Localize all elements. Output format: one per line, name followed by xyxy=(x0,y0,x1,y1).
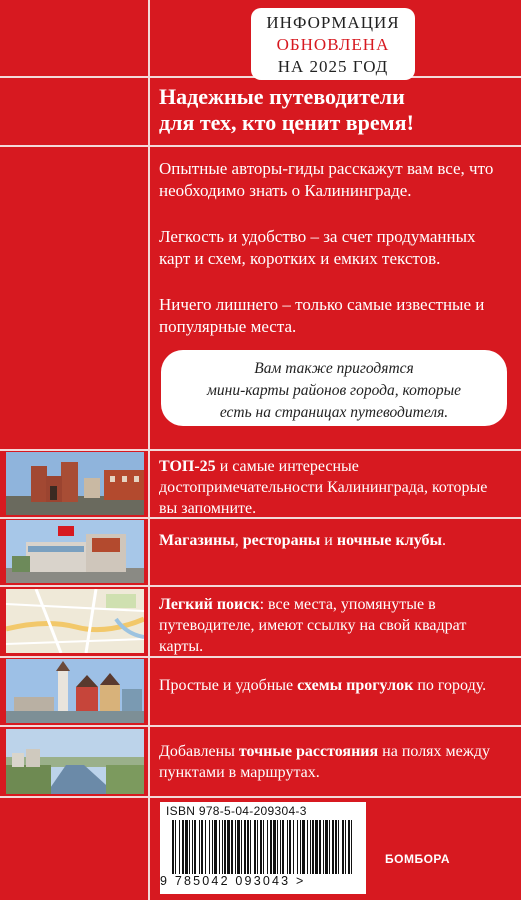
feature-distances xyxy=(159,741,509,783)
feature-search-bold: Легкий поиск xyxy=(159,596,260,613)
feature-walks-text: по городу. xyxy=(413,677,487,694)
feature-walks xyxy=(159,675,509,696)
feature-walks-bold: схемы прогулок xyxy=(297,677,414,694)
photo-shopping-mall xyxy=(6,520,144,583)
feature-search xyxy=(159,594,509,657)
photo-river-view xyxy=(6,729,144,794)
divider xyxy=(0,725,521,727)
isbn-digits: 9 785042 093043 > xyxy=(160,874,306,888)
feature-top25-bold: ТОП-25 xyxy=(159,458,216,475)
feature-distances-pre: Добавлены xyxy=(159,743,239,760)
essentials-paragraph: Ничего лишнего – только самые известные и популярные места. xyxy=(159,295,485,336)
update-badge xyxy=(251,8,415,80)
barcode-image xyxy=(170,820,356,874)
feature-search-text: : все места, упомянутые в путеводителе, имеют ссылку на свой квадрат карты. xyxy=(159,596,467,655)
headline-line-2: для тех, кто ценит время! xyxy=(159,110,414,135)
feature-top25-text: и самые интересные достопримечательности Калининграда, которые вы запомните. xyxy=(159,458,488,517)
note-line-2: мини-карты районов города, которые xyxy=(207,382,461,399)
feature-shops xyxy=(159,530,509,551)
feature-shops-sep: , xyxy=(234,532,243,549)
note-line-1: Вам также пригодятся xyxy=(254,360,414,377)
badge-line-3: НА 2025 ГОД xyxy=(277,57,389,76)
feature-restaurants-bold: рестораны xyxy=(242,532,321,549)
divider xyxy=(0,796,521,798)
convenience-paragraph: Легкость и удобство – за счет продуманных карт и схем, коротких и емких текстов. xyxy=(159,227,476,268)
feature-top25 xyxy=(159,456,509,519)
feature-clubs-bold: ночные клубы xyxy=(336,532,442,549)
divider xyxy=(0,145,521,147)
minimap-note xyxy=(161,350,507,426)
intro-paragraph: Опытные авторы-гиды расскажут вам все, что необходимо знать о Калининграде. xyxy=(159,159,494,200)
city-map-image xyxy=(6,589,144,653)
headline-line-1: Надежные путеводители xyxy=(159,84,405,109)
badge-line-2: ОБНОВЛЕНА xyxy=(276,35,390,54)
photo-fishing-village xyxy=(6,659,144,723)
feature-shops-and: и xyxy=(320,532,337,549)
feature-distances-bold: точные расстояния xyxy=(238,743,379,760)
headline xyxy=(159,84,519,136)
divider xyxy=(0,449,521,451)
feature-walks-pre: Простые и удобные xyxy=(159,677,298,694)
divider xyxy=(0,585,521,587)
badge-line-1: ИНФОРМАЦИЯ xyxy=(266,13,400,32)
isbn-label: ISBN 978-5-04-209304-3 xyxy=(166,804,307,818)
photo-gate-tower xyxy=(6,452,144,515)
feature-shops-bold: Магазины xyxy=(159,532,235,549)
feature-shops-end: . xyxy=(441,532,446,549)
note-line-3: есть на страницах путеводителя. xyxy=(219,404,449,421)
publisher-logo: БОМБОРА xyxy=(385,852,451,866)
isbn-barcode-box xyxy=(160,802,366,894)
feature-distances-text: на полях между пунктами в маршрутах. xyxy=(159,743,490,781)
